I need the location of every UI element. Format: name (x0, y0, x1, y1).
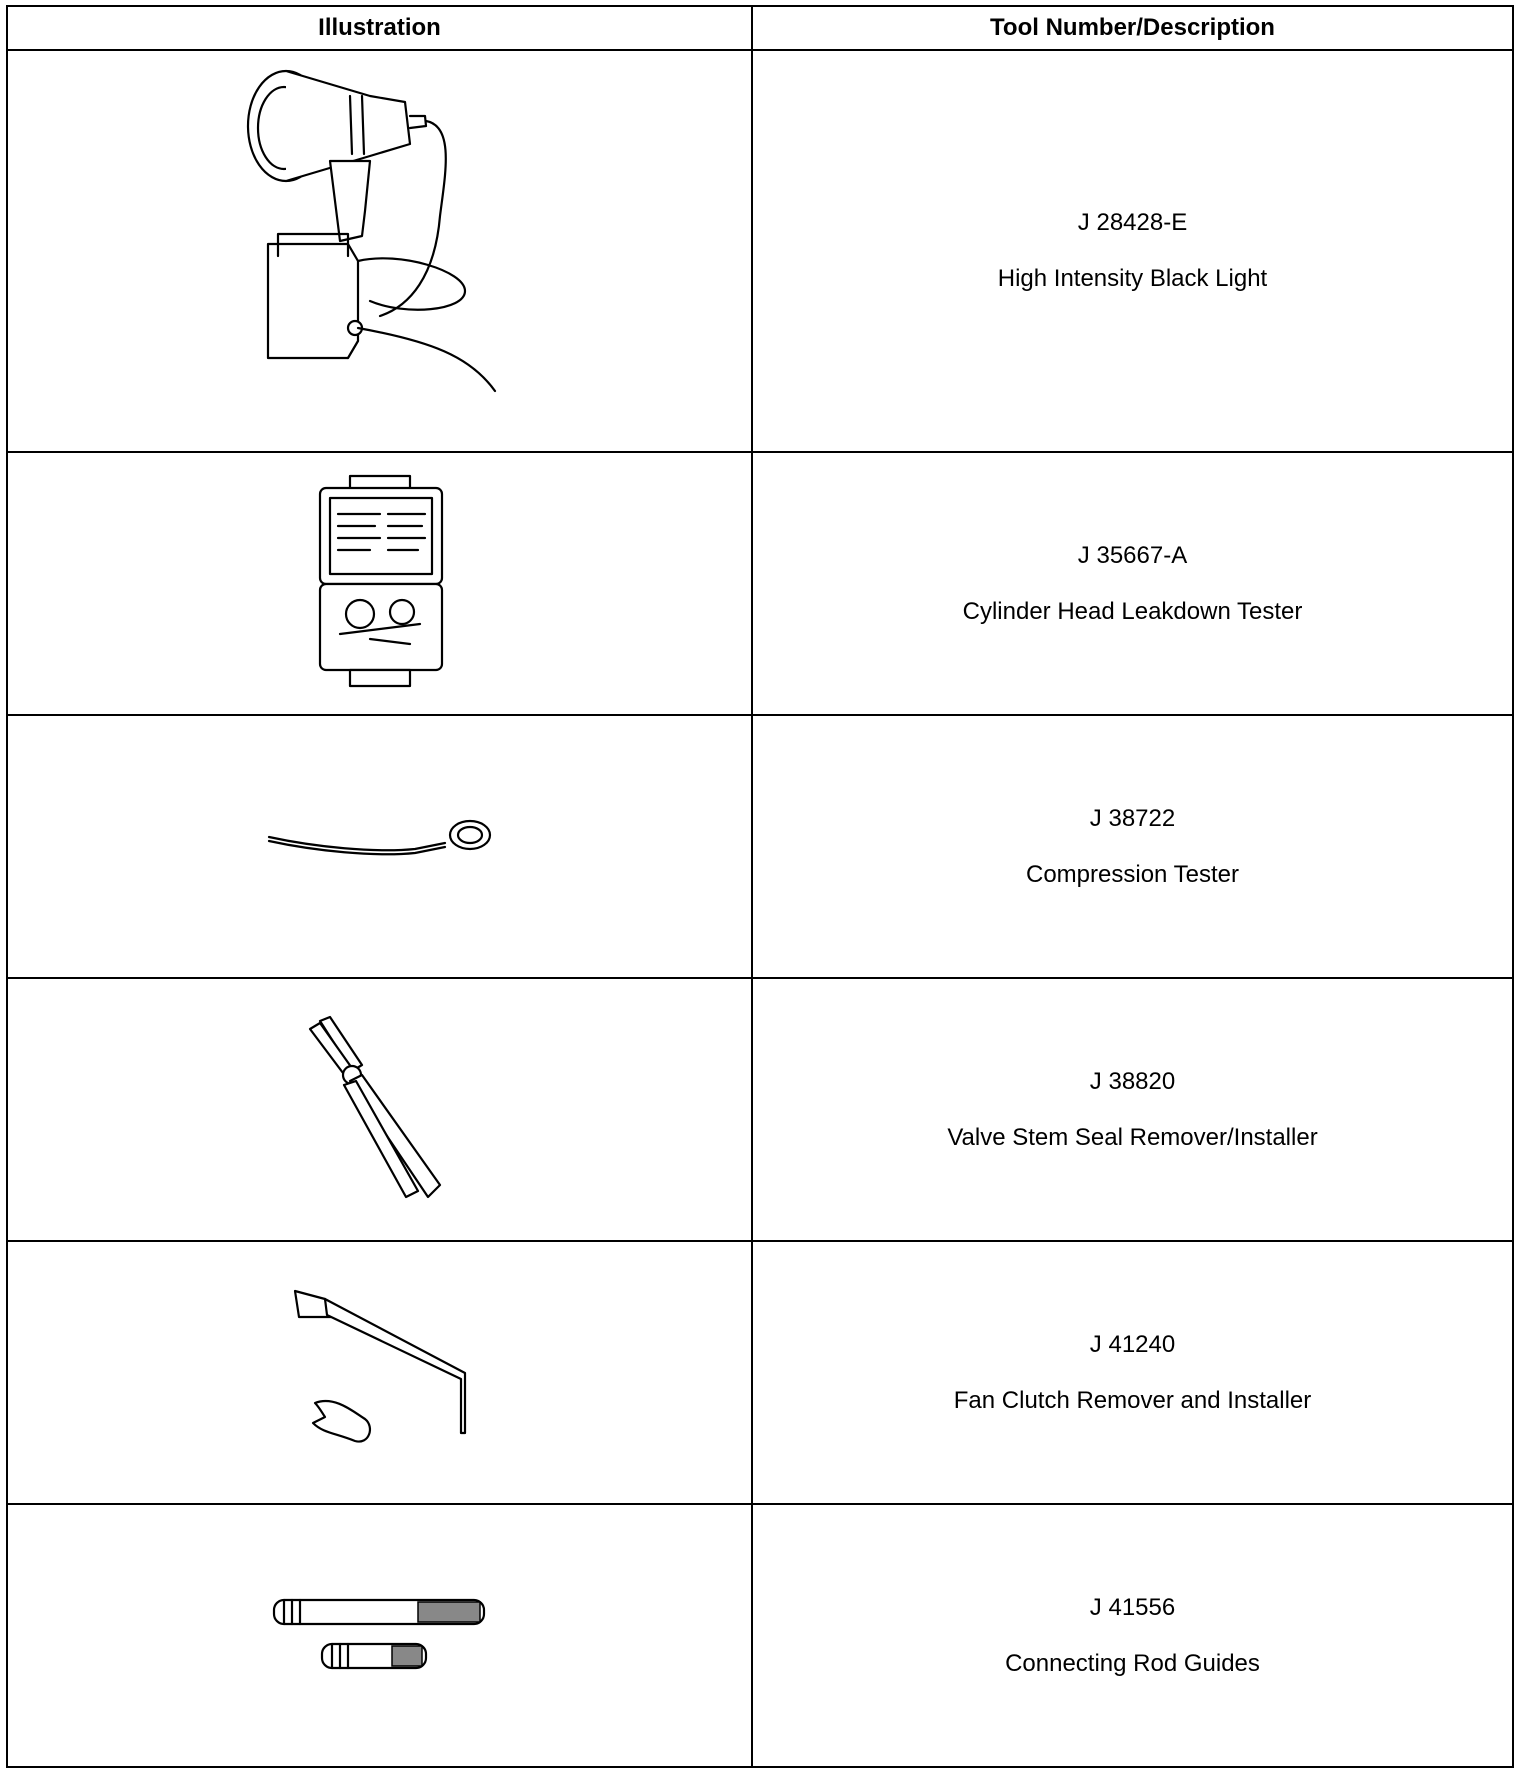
tool-name: Cylinder Head Leakdown Tester (962, 597, 1303, 625)
illustration-cell (7, 715, 752, 978)
tool-name: High Intensity Black Light (997, 265, 1268, 292)
tool-number: J 28428-E (1077, 209, 1188, 236)
table-row (7, 50, 1513, 452)
tool-name: Valve Stem Seal Remover/Installer (947, 1123, 1318, 1151)
table-row (7, 1504, 1513, 1767)
table-row (7, 978, 1513, 1241)
description-cell (752, 978, 1513, 1241)
table-row (7, 452, 1513, 715)
description-cell (752, 452, 1513, 715)
illustration-cell (7, 452, 752, 715)
compression-tester-icon (265, 817, 495, 877)
illustration-cell (7, 1241, 752, 1504)
illustration-cell (7, 978, 752, 1241)
tool-name: Compression Tester (1026, 860, 1239, 888)
description-header: Tool Number/Description (752, 6, 1513, 50)
fan-clutch-wrench-icon (285, 1283, 475, 1463)
illustration-header: Illustration (7, 6, 752, 50)
tool-number: J 41240 (1089, 1330, 1176, 1358)
description-cell (752, 1504, 1513, 1767)
tool-number: J 38722 (1089, 804, 1176, 832)
illustration-cell (7, 1504, 752, 1767)
description-cell (752, 715, 1513, 978)
tool-number: J 38820 (1089, 1067, 1176, 1095)
special-tools-table (6, 5, 1514, 1768)
description-cell (752, 50, 1513, 452)
tool-number: J 35667-A (1077, 541, 1188, 569)
black-light-icon (230, 66, 530, 436)
table-header-row (7, 6, 1513, 50)
table-row (7, 715, 1513, 978)
illustration-cell (7, 50, 752, 452)
description-cell (752, 1241, 1513, 1504)
table-row (7, 1241, 1513, 1504)
tool-name: Connecting Rod Guides (1005, 1649, 1260, 1677)
rod-guides-icon (270, 1596, 490, 1676)
tool-name: Fan Clutch Remover and Installer (953, 1386, 1312, 1414)
valve-seal-plier-icon (300, 1015, 460, 1205)
leakdown-tester-case-icon (310, 474, 450, 694)
tool-number: J 41556 (1089, 1593, 1176, 1621)
